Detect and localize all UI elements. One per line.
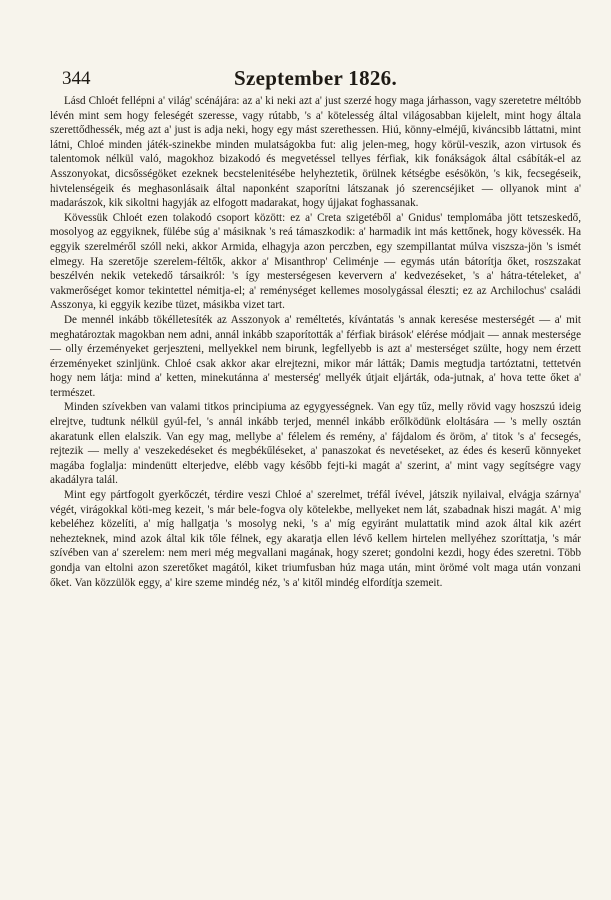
page-number: 344 bbox=[62, 68, 91, 89]
paragraph-5: Mint egy pártfogolt gyerkőczét, térdire veszi Chloé a' szerelmet, tréfál ívével, játszik nyilaival, elvágja szárnya' végét, virágokkal köti-meg kezeit, 's már bele-fogva oly kötelekbe, mellyeket nem lát, szabadnak hiszi magát. A' mig kebeléhez közelíti, a' míg hallgatja 's mosolyg neki, 's a' míg egyiránt mulattatik mind azok által kik azért nehezteknek, mind azok által kik tőle félnek, egy akaratja ellen lévő kellem hirtelen mellyéhez szoríttatja, 's már szívében van a' szerelem: nem meri még megvallani magának, hogy szeret; gondolni kezdi, hogy édes szeretni. Több gondja van eltolni azon szeretőket magától, kiket triumfusban húz maga után, mint örömé volt maga után vonzani őket. Van közzülök eggy, a' kire szeme mindég néz, 's a' kitől mindég elfordítja szemeit. bbox=[50, 489, 581, 589]
paragraph-4: Minden szívekben van valami titkos principiuma az egygyességnek. Van egy tűz, melly rövid vagy hoszszú ideig elrejtve, tudtunk nélkül gyúl-fel, 's annál inkább terjed, mennél inkább erőlködünk eloltására — 's melly osztán akaratunk ellen elalszik. Van egy mag, mellybe a' félelem és remény, a' fájdalom és öröm, a' titok 's a' fecsegés, rejtezik — melly a' veszekedéseket és megbékűléseket, a' panaszokat és nevetéseket, az édes és keserű könnyeket magába foglalja: mindenütt elterjedve, elébb vagy később fejti-ki magát a' szerint, a' mint vagy segítségre vagy akadályra talál. bbox=[50, 401, 581, 487]
paragraph-2: Kövessük Chloét ezen tolakodó csoport között: ez a' Creta szigetéből a' Gnidus' templomába jött tetszeskedő, mosolyog az eggyiknek, fülébe súg a' másiknak 's reá támaszkodik: a' harmadik int más kettőnek, hogy kövessék. Ha eggyik szerelméről szóll neki, akkor Armida, elhagyja azon perczben, egy szempillantat múlva viszsza-jön 's ismét elmegy. Ha szeretője szerelem-féltők, akkor a' Misanthrop' Celiménje — egymás után bátorítja őket, roszszakat beszélvén nekik vetekedő társaikról: 's így mesterségesen keververn a' kedvezéseket, 's a' hátra-tételeket, a' vakmerőséget komor tekintettel némitja-el; a' reménységet kellemes mosolygással éleszti; ez az Archilochus' családi Asszonya, ki eggyik kezibe tüzet, másikba vizet tart. bbox=[50, 211, 581, 312]
text-body bbox=[50, 94, 581, 590]
page-header-title: Szeptember 1826. bbox=[233, 66, 398, 90]
paragraph-1: Lásd Chloét fellépni a' világ' scénájára: az a' ki neki azt a' just szerzé hogy maga járhasson, vagy szeretetre méltóbb lévén mint sem hogy feleségét szeresse, vagy rútabb, 's a' kötelesség által világosabban kijelelt, mint hogy általa szerettődhessék, még azt a' just is adja neki, hogy egy mást szerethessen. Hiú, könny-elméjű, kiváncsibb láttatni, mint látni, Chloé minden játék-szinekbe minden mulatságokba fut: alig jelen-meg, hogy körül-veszik, azon virtusok és talentomok nélkül való, magokhoz bizakodó és megvetéssel tellyes férfiak, kik fonákságok által csábíták-el az Asszonyokat, dicsősségöket ezeknek becstelenitésébe helyheztetik, örülnek kétségbe esésökön, 's kik, fecsegéseik, hivtelenségeik és meghasonlásaik által naponként szaporítni látszanak jó szerencséjiket — ollyanok mint a' madarászok, kik sikoltni hagyják az elfogott madarakat, hogy újjakat foghassanak. bbox=[50, 95, 581, 210]
running-head bbox=[50, 62, 581, 92]
paragraph-3: De mennél inkább tökélletesíték az Asszonyok a' reméltetés, kívántatás 's annak keresése mesterségét — a' mit meghatároztak magokban nem adni, annál inkább szaporították a' férfiak birások' elérése módjait — annak mestersége — olly érzeményeket gerjeszteni, mellyekkel nem birunk, legfellyebb is azt a' mesterséget szülte, hogy nem érzett érzeményeket szinljünk. Chloé csak akkor akar elrejtezni, mikor már látták; Damis megtudja tartóztatni, tettetvén hogy nem látja: mind a' ketten, minekutánna a' mesterség' mellyék útjait eljárták, oda-jutnak, a' hova tette őket a' természet. bbox=[50, 313, 581, 399]
